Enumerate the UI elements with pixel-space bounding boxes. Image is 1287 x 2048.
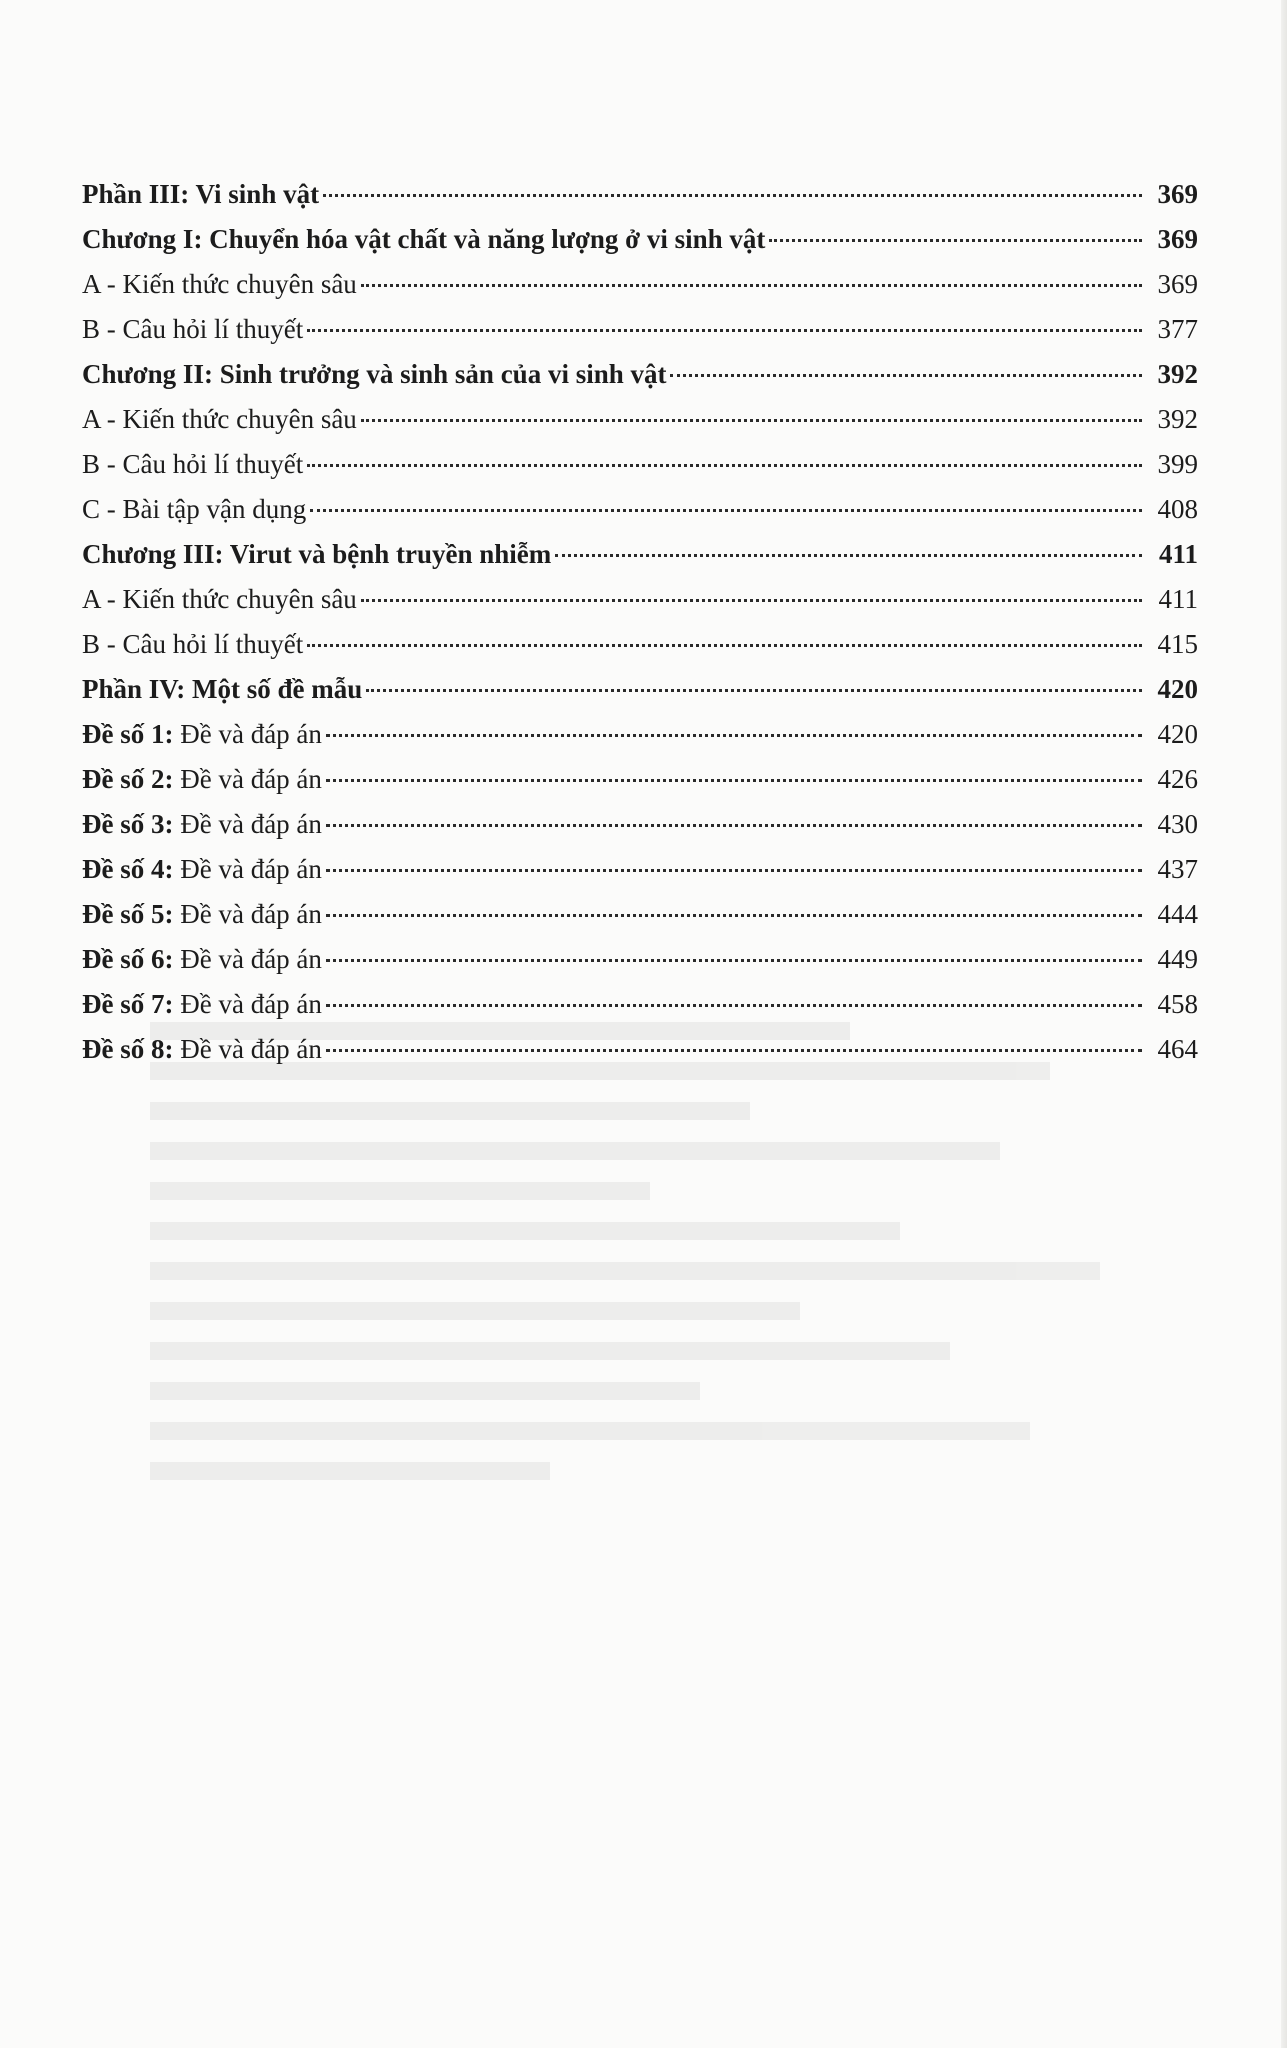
toc-entry-title: A - Kiến thức chuyên sâu bbox=[82, 584, 357, 614]
toc-entry-title-rest: Đề và đáp án bbox=[173, 764, 322, 794]
toc-entry-title bbox=[82, 892, 322, 937]
toc-entry-page: 369 bbox=[1157, 179, 1198, 209]
toc-entry-page: 369 bbox=[1157, 224, 1198, 254]
toc-entry-exam[interactable] bbox=[82, 892, 1198, 937]
toc-entry-title-lead: Đề số 4: bbox=[82, 854, 174, 884]
toc-dot-leader bbox=[769, 239, 1142, 242]
toc-entry-title bbox=[82, 1027, 322, 1072]
toc-entry-chapter-3[interactable] bbox=[82, 532, 1198, 577]
toc-entry-chapter-2[interactable] bbox=[82, 352, 1198, 397]
toc-entry-title bbox=[82, 757, 322, 802]
toc-entry-title: C - Bài tập vận dụng bbox=[82, 494, 307, 524]
toc-dot-leader bbox=[555, 554, 1142, 557]
toc-dot-leader bbox=[366, 689, 1142, 692]
toc-dot-leader bbox=[326, 1049, 1142, 1052]
toc-entry-title-lead: Đề số 7: bbox=[82, 989, 174, 1019]
toc-entry-exam[interactable] bbox=[82, 712, 1198, 757]
toc-entry-title-rest: Đề và đáp án bbox=[173, 719, 322, 749]
toc-entry-exam[interactable] bbox=[82, 1027, 1198, 1072]
toc-entry-page: 369 bbox=[1157, 269, 1198, 299]
toc-entry-title: B - Câu hỏi lí thuyết bbox=[82, 449, 304, 479]
toc-entry-exam[interactable] bbox=[82, 802, 1198, 847]
toc-entry-title: Chương III: Virut và bệnh truyền nhiễm bbox=[82, 539, 552, 569]
toc-entry-title bbox=[82, 802, 322, 847]
toc-entry-page: 411 bbox=[1158, 584, 1198, 614]
toc-entry-chapter-1[interactable] bbox=[82, 217, 1198, 262]
toc-entry-section[interactable] bbox=[82, 487, 1198, 532]
toc-dot-leader bbox=[326, 734, 1142, 737]
toc-entry-title bbox=[82, 937, 322, 982]
toc-entry-page: 392 bbox=[1157, 404, 1198, 434]
toc-entry-title: Chương I: Chuyển hóa vật chất và năng lượng ở vi sinh vật bbox=[82, 224, 766, 254]
toc-entry-title-lead: Đề số 6: bbox=[82, 944, 174, 974]
toc-entry-title-rest: Đề và đáp án bbox=[173, 854, 322, 884]
toc-entry-page: 399 bbox=[1157, 449, 1198, 479]
toc-entry-section[interactable] bbox=[82, 577, 1198, 622]
toc-entry-page: 420 bbox=[1157, 719, 1198, 749]
table-of-contents bbox=[82, 172, 1198, 1072]
toc-dot-leader bbox=[326, 824, 1142, 827]
toc-entry-title: Phần IV: Một số đề mẫu bbox=[82, 674, 363, 704]
toc-dot-leader bbox=[326, 869, 1142, 872]
toc-entry-title: B - Câu hỏi lí thuyết bbox=[82, 629, 304, 659]
toc-dot-leader bbox=[307, 464, 1142, 467]
toc-dot-leader bbox=[310, 509, 1142, 512]
toc-entry-page: 444 bbox=[1157, 899, 1198, 929]
toc-entry-page: 411 bbox=[1158, 539, 1198, 569]
toc-entry-title-lead: Đề số 3: bbox=[82, 809, 174, 839]
toc-entry-exam[interactable] bbox=[82, 982, 1198, 1027]
toc-entry-page: 408 bbox=[1157, 494, 1198, 524]
toc-entry-page: 449 bbox=[1157, 944, 1198, 974]
toc-entry-part-4[interactable] bbox=[82, 667, 1198, 712]
toc-dot-leader bbox=[361, 419, 1142, 422]
toc-dot-leader bbox=[307, 644, 1142, 647]
toc-entry-title bbox=[82, 982, 322, 1027]
toc-entry-exam[interactable] bbox=[82, 757, 1198, 802]
toc-dot-leader bbox=[326, 779, 1142, 782]
toc-entry-title: Chương II: Sinh trưởng và sinh sản của vi sinh vật bbox=[82, 359, 667, 389]
toc-dot-leader bbox=[307, 329, 1142, 332]
toc-dot-leader bbox=[670, 374, 1142, 377]
toc-entry-title-lead: Đề số 8: bbox=[82, 1034, 174, 1064]
toc-entry-page: 464 bbox=[1157, 1034, 1198, 1064]
toc-entry-title-rest: Đề và đáp án bbox=[173, 809, 322, 839]
page-edge bbox=[1281, 0, 1287, 2048]
toc-entry-page: 377 bbox=[1157, 314, 1198, 344]
toc-entry-title: A - Kiến thức chuyên sâu bbox=[82, 404, 357, 434]
toc-entry-page: 420 bbox=[1157, 674, 1198, 704]
toc-entry-title-rest: Đề và đáp án bbox=[173, 1034, 322, 1064]
toc-entry-title-lead: Đề số 1: bbox=[82, 719, 174, 749]
toc-entry-section[interactable] bbox=[82, 307, 1198, 352]
toc-entry-section[interactable] bbox=[82, 622, 1198, 667]
toc-entry-title bbox=[82, 712, 322, 757]
toc-dot-leader bbox=[323, 194, 1142, 197]
toc-entry-section[interactable] bbox=[82, 262, 1198, 307]
toc-entry-page: 430 bbox=[1157, 809, 1198, 839]
toc-entry-title: A - Kiến thức chuyên sâu bbox=[82, 269, 357, 299]
toc-entry-part-3[interactable] bbox=[82, 172, 1198, 217]
toc-entry-page: 458 bbox=[1157, 989, 1198, 1019]
toc-entry-title-lead: Đề số 5: bbox=[82, 899, 174, 929]
toc-entry-section[interactable] bbox=[82, 397, 1198, 442]
toc-entry-title-rest: Đề và đáp án bbox=[173, 944, 322, 974]
bleed-through-text bbox=[150, 1000, 1150, 1900]
toc-dot-leader bbox=[361, 599, 1142, 602]
toc-entry-page: 437 bbox=[1157, 854, 1198, 884]
toc-entry-page: 392 bbox=[1157, 359, 1198, 389]
toc-entry-title-rest: Đề và đáp án bbox=[173, 899, 322, 929]
toc-entry-title-lead: Đề số 2: bbox=[82, 764, 174, 794]
toc-entry-title: Phần III: Vi sinh vật bbox=[82, 179, 320, 209]
toc-dot-leader bbox=[326, 1004, 1142, 1007]
toc-entry-title-rest: Đề và đáp án bbox=[173, 989, 322, 1019]
toc-entry-exam[interactable] bbox=[82, 937, 1198, 982]
toc-dot-leader bbox=[326, 914, 1142, 917]
toc-dot-leader bbox=[326, 959, 1142, 962]
toc-entry-page: 415 bbox=[1157, 629, 1198, 659]
toc-entry-exam[interactable] bbox=[82, 847, 1198, 892]
toc-entry-title bbox=[82, 847, 322, 892]
toc-entry-section[interactable] bbox=[82, 442, 1198, 487]
toc-dot-leader bbox=[361, 284, 1142, 287]
toc-entry-title: B - Câu hỏi lí thuyết bbox=[82, 314, 304, 344]
toc-entry-page: 426 bbox=[1157, 764, 1198, 794]
